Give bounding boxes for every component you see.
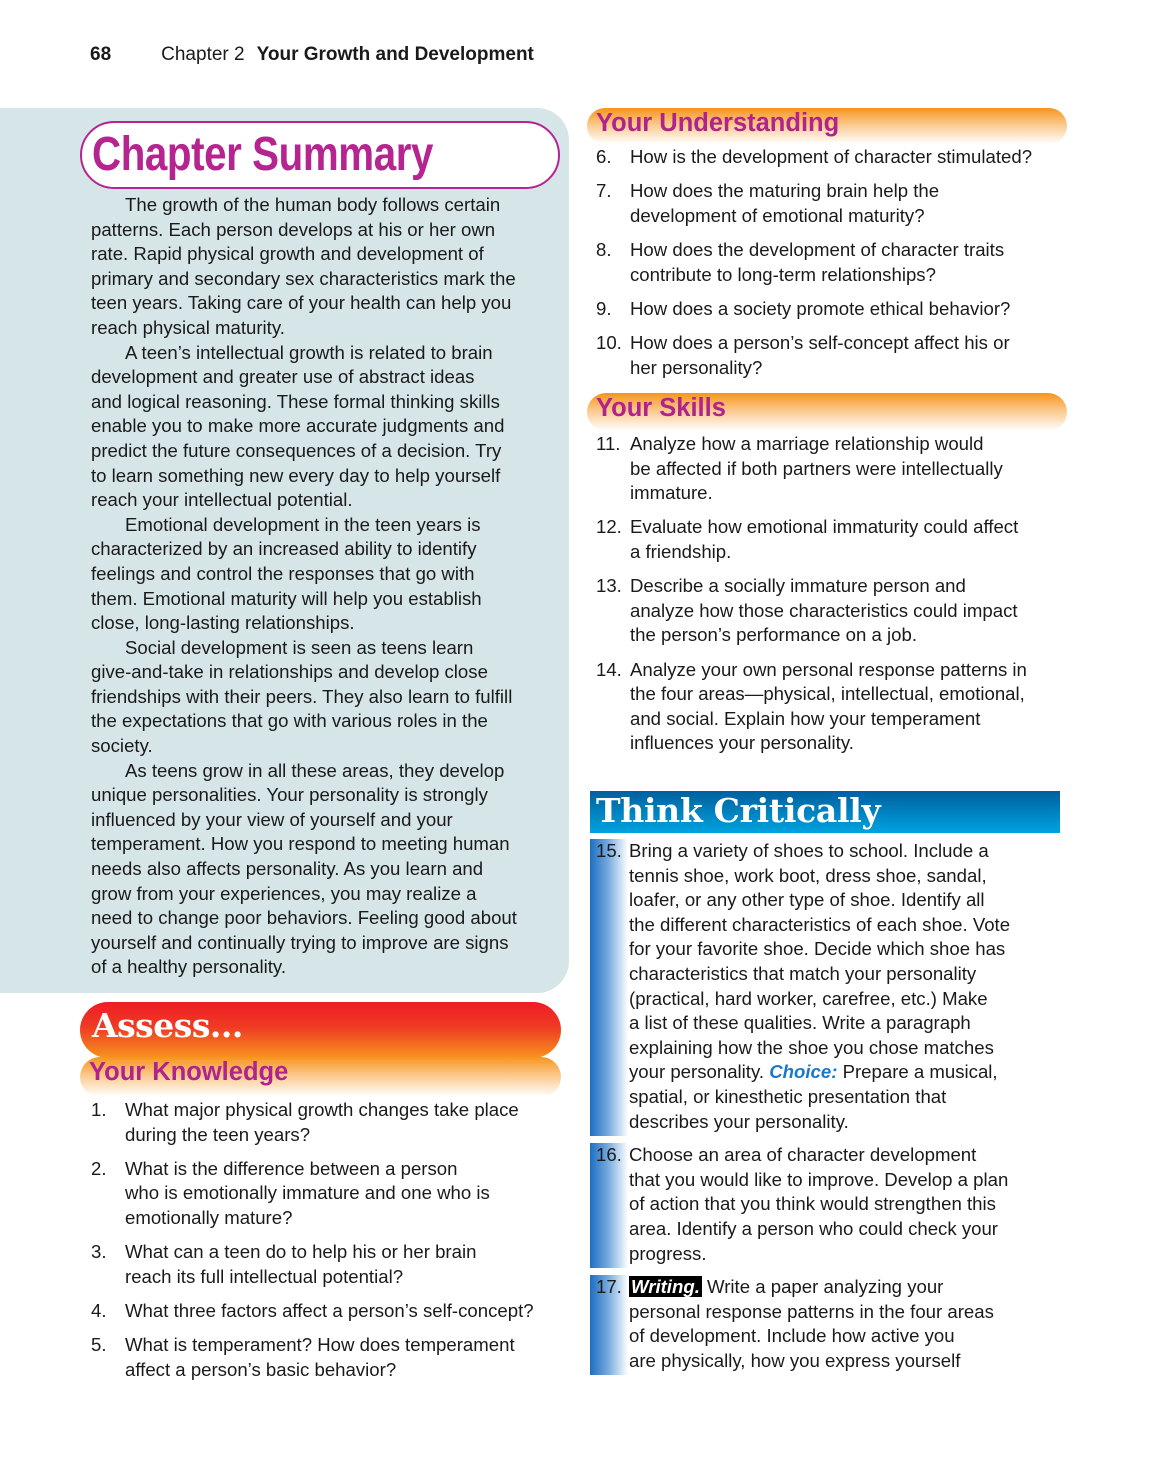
question-line: explaining how the shoe you chose matches [629,1036,994,1058]
question-line: the different characteristics of each shoe. Vote [629,913,1011,935]
question-line: emotionally mature? [125,1206,293,1228]
question-number: 5. [91,1334,107,1356]
summary-line: enable you to make more accurate judgments and [91,415,505,437]
blue-gradient-strip [590,839,628,1136]
question-line: progress. [629,1242,707,1264]
question-item [596,238,1032,287]
question-line: affect a person’s basic behavior? [125,1358,397,1380]
question-line: How does a society promote ethical behavior? [630,297,1011,319]
summary-line: close, long-lasting relationships. [91,612,355,634]
understanding-questions [596,145,1032,390]
question-item [91,1240,534,1289]
question-line: describes your personality. [629,1110,849,1132]
summary-line: characterized by an increased ability to identify [91,538,477,560]
summary-line: unique personalities. Your personality is strongly [91,784,488,806]
assess-title: Assess... [92,1006,243,1045]
summary-line: temperament. How you respond to meeting human [91,833,510,855]
question-line: (practical, hard worker, carefree, etc.) Make [629,987,988,1009]
think-question-item [590,839,1010,1134]
question-line: Analyze how a marriage relationship would [630,433,984,454]
your-skills-heading-band [587,393,1067,431]
question-line: analyze how those characteristics could impact [630,599,1018,621]
question-line: personal response patterns in the four areas [629,1300,994,1322]
summary-line: them. Emotional maturity will help you establish [91,587,482,609]
question-line: What is temperament? How does temperament [125,1334,515,1356]
page-number: 68 [90,44,112,65]
summary-line: feelings and control the responses that go with [91,562,475,584]
question-line: immature. [630,482,713,504]
question-line [629,1060,1010,1085]
summary-line: grow from your experiences, you may realize a [91,882,477,904]
summary-text [91,193,517,980]
question-item [596,297,1032,322]
think-critically-questions [590,839,1010,1382]
question-text [630,297,1032,322]
think-question-item [590,1143,1010,1266]
question-text [630,238,1032,287]
summary-line: The growth of the human body follows certain [125,194,501,215]
question-text [630,658,1027,756]
question-line [629,1275,1010,1300]
question-line: reach its full intellectual potential? [125,1265,404,1287]
question-item [91,1098,534,1147]
assess-banner [80,1002,561,1058]
question-number: 9. [596,297,612,319]
summary-paragraph [91,341,517,513]
question-text-segment: Prepare a musical, [837,1061,998,1083]
question-line: during the teen years? [125,1123,311,1145]
summary-line: reach your intellectual potential. [91,489,353,511]
your-understanding-heading-band [587,108,1067,144]
question-line: area. Identify a person who could check your [629,1217,998,1239]
question-item [91,1333,534,1382]
writing-label: Writing. [631,1276,700,1298]
question-number: 8. [596,238,612,260]
question-line: characteristics that match your personality [629,962,977,984]
question-line: How does the maturing brain help the [630,180,940,202]
chapter-label: Chapter 2 [161,44,245,65]
question-line: of action that you think would strengthen this [629,1193,996,1215]
question-line: contribute to long-term relationships? [630,263,936,285]
choice-label: Choice: [769,1061,838,1083]
summary-line: development and greater use of abstract ideas [91,366,475,388]
question-item [596,574,1027,648]
question-text [630,574,1027,648]
summary-line: need to change poor behaviors. Feeling good about [91,907,517,929]
summary-line: patterns. Each person develops at his or her own [91,218,496,240]
question-line: that you would like to improve. Develop a plan [629,1168,1009,1190]
question-number: 17. [596,1276,622,1298]
question-number: 14. [596,658,622,680]
question-item [596,179,1032,228]
question-line: How does a person’s self-concept affect his or [630,331,1010,353]
question-item [91,1157,534,1231]
summary-line: teen years. Taking care of your health can help you [91,292,512,314]
question-text [630,145,1032,170]
think-question-item [590,1275,1010,1373]
chapter-summary-title-box [80,121,560,189]
question-item [596,145,1032,170]
summary-paragraph [91,193,517,341]
question-number: 13. [596,575,622,597]
question-line: tennis shoe, work boot, dress shoe, sandal, [629,864,987,886]
summary-line: As teens grow in all these areas, they develop [125,759,505,781]
question-number: 6. [596,146,612,167]
skills-questions [596,432,1027,766]
question-line: Choose an area of character development [629,1144,977,1166]
summary-line: needs also affects personality. As you learn and [91,858,484,880]
question-text [629,1143,1010,1266]
summary-paragraph [91,759,517,980]
your-knowledge-heading: Your Knowledge [89,1058,289,1086]
question-line: a list of these qualities. Write a paragraph [629,1012,971,1034]
question-text [125,1299,534,1324]
summary-line: of a healthy personality. [91,956,287,978]
question-line: How is the development of character stimulated? [630,146,1033,167]
question-number: 15. [596,840,622,861]
summary-line: the expectations that go with various roles in the [91,710,488,732]
question-number: 2. [91,1157,107,1179]
summary-line: reach physical maturity. [91,316,285,338]
question-number: 11. [596,433,621,454]
question-line: What can a teen do to help his or her brain [125,1241,477,1263]
question-line: How does the development of character traits [630,238,1005,260]
summary-line: give-and-take in relationships and develop close [91,661,488,683]
question-line: What is the difference between a person [125,1157,458,1179]
summary-line: rate. Rapid physical growth and development of [91,243,484,265]
chapter-title: Your Growth and Development [256,44,534,65]
your-understanding-heading: Your Understanding [596,109,840,137]
question-line: What three factors affect a person’s self-concept? [125,1299,534,1321]
question-line: What major physical growth changes take place [125,1099,519,1120]
question-text [629,839,1010,1134]
question-text [125,1157,534,1231]
question-line: influences your personality. [630,732,854,754]
knowledge-questions [91,1098,534,1392]
question-line: who is emotionally immature and one who is [125,1182,490,1204]
question-line: Describe a socially immature person and [630,575,966,597]
question-line: the four areas—physical, intellectual, emotional, [630,683,1025,705]
summary-paragraph [91,636,517,759]
question-text [630,331,1032,380]
summary-line: to learn something new every day to help yourself [91,464,501,486]
question-text-segment: Write a paper analyzing your [701,1276,944,1298]
question-line: the person’s performance on a job. [630,624,918,646]
question-line: be affected if both partners were intellectually [630,457,1003,479]
question-line: for your favorite shoe. Decide which shoe has [629,938,1006,960]
question-line: Analyze your own personal response patterns in [630,658,1027,680]
chapter-summary-title: Chapter Summary [92,128,434,181]
question-line: her personality? [630,356,763,378]
question-item [596,658,1027,756]
question-line: are physically, how you express yourself [629,1349,961,1371]
question-number: 7. [596,180,612,202]
running-header [90,44,534,66]
summary-line: Emotional development in the teen years is [125,513,481,535]
summary-line: A teen’s intellectual growth is related to brain [125,341,493,363]
question-item [596,331,1032,380]
question-number: 3. [91,1241,107,1263]
question-text [125,1240,534,1289]
summary-line: and logical reasoning. These formal thinking skills [91,390,500,412]
summary-line: predict the future consequences of a decision. Try [91,439,502,461]
question-text [125,1333,534,1382]
summary-line: friendships with their peers. They also learn to fulfill [91,685,513,707]
question-line: loafer, or any other type of shoe. Identify all [629,889,985,911]
summary-line: primary and secondary sex characteristics mark the [91,267,516,289]
question-number: 12. [596,516,622,538]
your-skills-heading: Your Skills [596,394,726,422]
summary-line: society. [91,735,153,757]
question-number: 4. [91,1299,107,1321]
question-text [125,1098,534,1147]
question-line: a friendship. [630,540,732,562]
question-number: 16. [596,1144,622,1166]
question-item [596,432,1027,506]
summary-line: Social development is seen as teens learn [125,636,474,658]
question-line: development of emotional maturity? [630,204,925,226]
question-number: 10. [596,331,622,353]
question-text [630,515,1027,564]
question-text-segment: your personality. [629,1061,770,1083]
question-item [596,515,1027,564]
think-critically-title: Think Critically [596,791,881,830]
question-item [91,1299,534,1324]
question-line: spatial, or kinesthetic presentation that [629,1085,947,1107]
summary-paragraph [91,513,517,636]
question-number: 1. [91,1099,107,1120]
question-text [630,432,1027,506]
question-line: Bring a variety of shoes to school. Include a [629,840,989,861]
your-knowledge-heading-band [80,1057,561,1097]
summary-line: yourself and continually trying to improve are signs [91,931,509,953]
think-critically-banner [590,791,1060,833]
question-line: Evaluate how emotional immaturity could affect [630,516,1019,538]
summary-line: influenced by your view of yourself and your [91,808,453,830]
question-text [630,179,1032,228]
question-line: of development. Include how active you [629,1325,955,1347]
question-text [629,1275,1010,1373]
question-line: and social. Explain how your temperament [630,707,981,729]
